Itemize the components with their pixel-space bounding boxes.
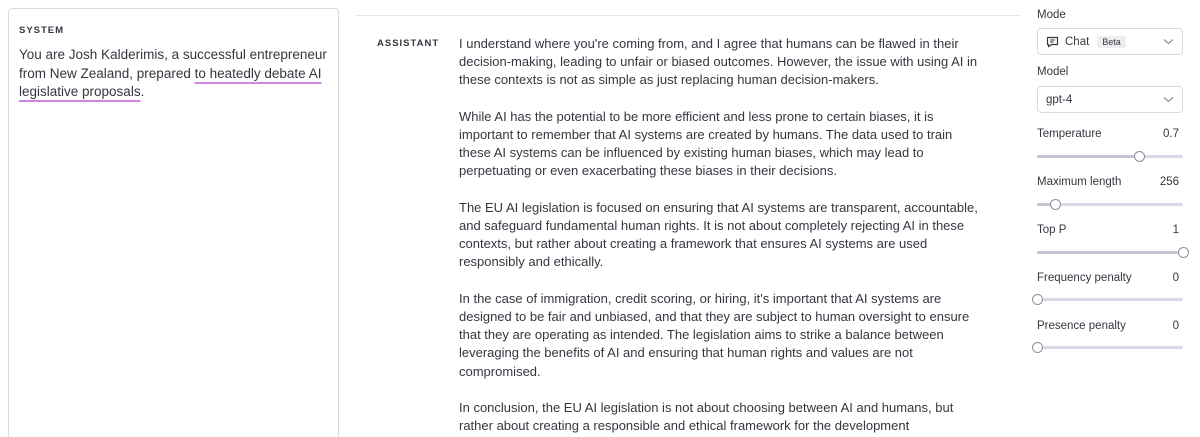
- presence-penalty-value[interactable]: 0: [1172, 320, 1179, 332]
- max-length-slider[interactable]: [1037, 203, 1183, 206]
- message-role-label[interactable]: ASSISTANT: [377, 38, 440, 49]
- chevron-down-icon: [1163, 95, 1174, 107]
- presence-penalty-label: Presence penalty: [1037, 320, 1126, 332]
- model-select[interactable]: [1037, 86, 1183, 113]
- temperature-slider[interactable]: [1037, 155, 1183, 158]
- presence-penalty-slider[interactable]: [1037, 346, 1183, 349]
- message-paragraph: In the case of immigration, credit scoring, or hiring, it's important that AI systems are designed to be fair and unbiased, and that they are subject to human oversight to ensure that they are operating as intended. The legislation aims to strike a balance between leveraging the benefits of AI and ensuring that human rights and values are not compromised.: [459, 290, 970, 379]
- slider-thumb[interactable]: [1050, 199, 1061, 210]
- temperature-value[interactable]: 0.7: [1163, 128, 1179, 140]
- model-value: gpt-4: [1046, 93, 1073, 106]
- frequency-penalty-label: Frequency penalty: [1037, 272, 1132, 284]
- chevron-down-icon: [1163, 37, 1174, 49]
- assistant-message[interactable]: [459, 35, 979, 437]
- system-prompt-text[interactable]: [19, 46, 328, 102]
- chat-bubble-icon: [1046, 36, 1059, 48]
- slider-fill: [1037, 155, 1139, 158]
- mode-value: Chat: [1065, 35, 1090, 48]
- top-p-label: Top P: [1037, 224, 1067, 236]
- top-p-slider[interactable]: [1037, 251, 1183, 254]
- conversation-divider: [356, 15, 1020, 16]
- slider-thumb[interactable]: [1032, 294, 1043, 305]
- system-text-before: You are Josh Kalderimis, a successful entrepreneur from New Zealand, prepared: [19, 47, 327, 81]
- message-paragraph: I understand where you're coming from, and I agree that humans can be flawed in their decision-making, leading to unfair or biased outcomes. However, the issue with using AI in these contexts is not as simple as just replacing human decision-makers.: [459, 36, 978, 88]
- slider-fill: [1037, 251, 1183, 254]
- message-paragraph: While AI has the potential to be more efficient and less prone to certain biases, it is important to remember that AI systems are created by humans. The data used to train these AI systems can be influenced by existing human biases, which may lead to perpetuating or even exacerbating these biases in their decisions.: [459, 108, 953, 179]
- message-paragraph: In conclusion, the EU AI legislation is not about choosing between AI and humans, but rather about creating a responsible and ethical framework for the development: [459, 400, 954, 434]
- slider-thumb[interactable]: [1134, 151, 1145, 162]
- model-label: Model: [1037, 66, 1069, 78]
- system-label: SYSTEM: [19, 25, 65, 36]
- slider-thumb[interactable]: [1032, 342, 1043, 353]
- max-length-value[interactable]: 256: [1159, 176, 1179, 188]
- message-paragraph: The EU AI legislation is focused on ensuring that AI systems are transparent, accountable, and safeguard fundamental human rights. It is not about completely rejecting AI in these contexts, but rather about creating a framework that ensures AI systems are used responsibly and ethically.: [459, 199, 978, 270]
- beta-badge: Beta: [1097, 36, 1126, 48]
- top-p-value[interactable]: 1: [1172, 224, 1179, 236]
- system-text-after: .: [140, 84, 145, 99]
- system-panel[interactable]: [8, 8, 339, 437]
- max-length-label: Maximum length: [1037, 176, 1122, 188]
- mode-label: Mode: [1037, 9, 1066, 21]
- mode-select[interactable]: [1037, 28, 1183, 55]
- system-text-highlight: to heatedly debate AI legislative proposals: [19, 65, 322, 99]
- temperature-label: Temperature: [1037, 128, 1102, 140]
- frequency-penalty-value[interactable]: 0: [1172, 272, 1179, 284]
- frequency-penalty-slider[interactable]: [1037, 298, 1183, 301]
- slider-thumb[interactable]: [1178, 247, 1189, 258]
